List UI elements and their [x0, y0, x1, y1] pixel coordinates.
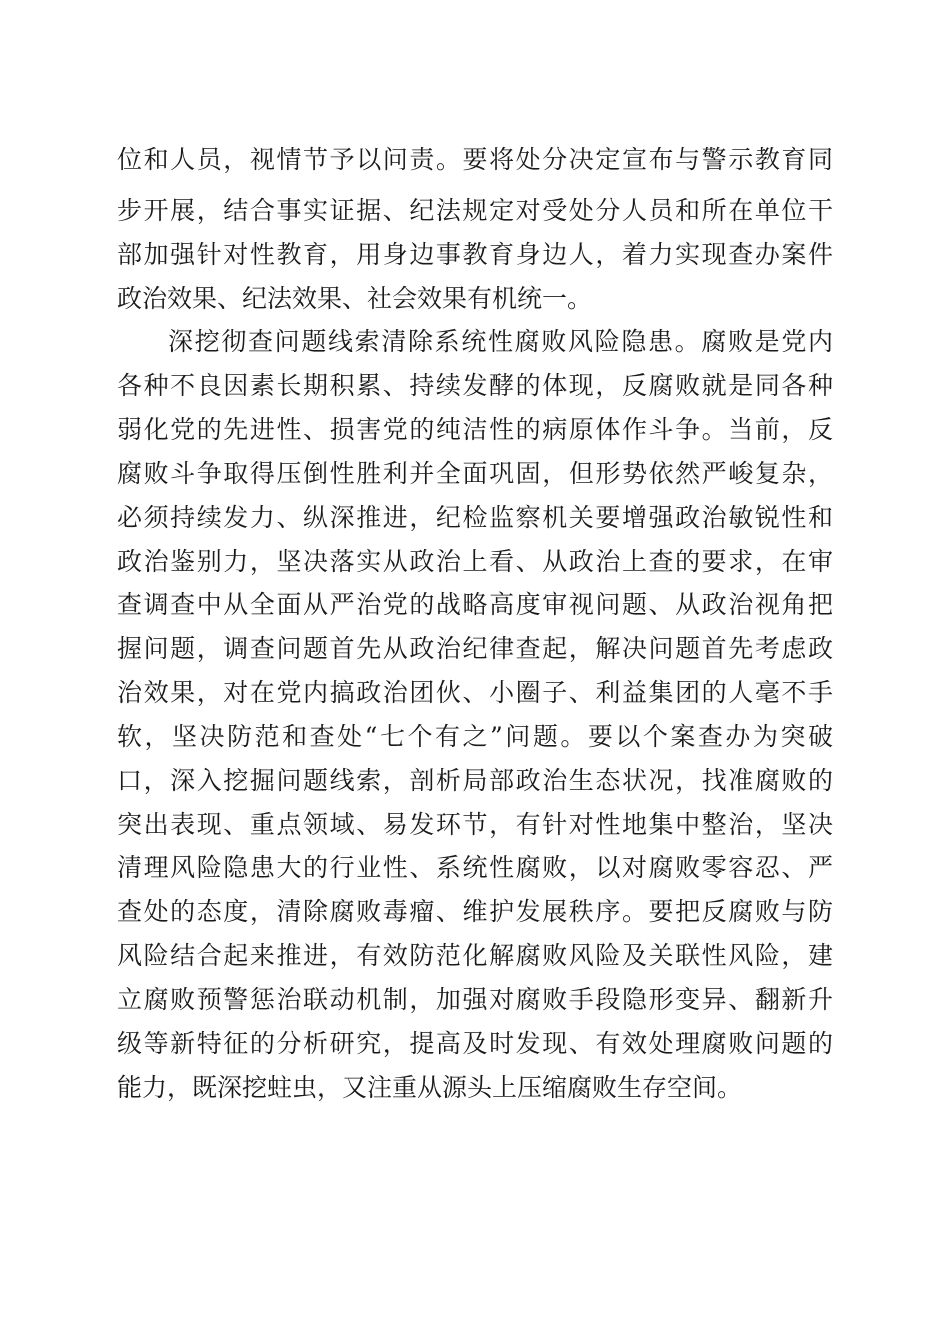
paragraph-1-line-1: 位和人员，视情节予以问责。要将处分决定宣布与警示教育同 [117, 145, 833, 174]
paragraph-2-line-7: 查调查中从全面从严治党的战略高度审视问题、从政治视角把 [117, 590, 833, 619]
paragraph-2-line-4: 腐败斗争取得压倒性胜利并全面巩固，但形势依然严峻复杂， [117, 459, 833, 488]
paragraph-2-line-6: 政治鉴别力，坚决落实从政治上看、从政治上查的要求，在审 [117, 547, 833, 576]
paragraph-2-line-13: 清理风险隐患大的行业性、系统性腐败，以对腐败零容忍、严 [117, 853, 833, 882]
paragraph-1-line-3: 部加强针对性教育，用身边事教育身边人，着力实现查办案件 [117, 240, 833, 269]
paragraph-2-line-12: 突出表现、重点领域、易发环节，有针对性地集中整治，坚决 [117, 810, 833, 839]
paragraph-2-line-3: 弱化党的先进性、损害党的纯洁性的病原体作斗争。当前，反 [117, 415, 833, 444]
paragraph-2-line-18: 能力，既深挖蛀虫，又注重从源头上压缩腐败生存空间。 [117, 1073, 743, 1102]
paragraph-1-line-4: 政治效果、纪法效果、社会效果有机统一。 [117, 284, 593, 313]
paragraph-2-line-5: 必须持续发力、纵深推进，纪检监察机关要增强政治敏锐性和 [117, 503, 833, 532]
paragraph-2-line-9: 治效果，对在党内搞政治团伙、小圈子、利益集团的人毫不手 [117, 678, 833, 707]
paragraph-2-line-11: 口，深入挖掘问题线索，剖析局部政治生态状况，找准腐败的 [117, 766, 833, 795]
paragraph-2-line-10: 软，坚决防范和查处“七个有之”问题。要以个案查办为突破 [117, 722, 833, 751]
paragraph-2-line-15: 风险结合起来推进，有效防范化解腐败风险及关联性风险，建 [117, 941, 833, 970]
paragraph-2-line-8: 握问题，调查问题首先从政治纪律查起，解决问题首先考虑政 [117, 634, 833, 663]
paragraph-2-line-16: 立腐败预警惩治联动机制，加强对腐败手段隐形变异、翻新升 [117, 985, 833, 1014]
paragraph-2-line-14: 查处的态度，清除腐败毒瘤、维护发展秩序。要把反腐败与防 [117, 897, 833, 926]
paragraph-2-line-1: 深挖彻查问题线索清除系统性腐败风险隐患。腐败是党内 [168, 327, 833, 356]
paragraph-2-line-17: 级等新特征的分析研究，提高及时发现、有效处理腐败问题的 [117, 1029, 833, 1058]
paragraph-2-line-2: 各种不良因素长期积累、持续发酵的体现，反腐败就是同各种 [117, 371, 833, 400]
paragraph-1-line-2: 步开展，结合事实证据、纪法规定对受处分人员和所在单位干 [117, 196, 833, 225]
